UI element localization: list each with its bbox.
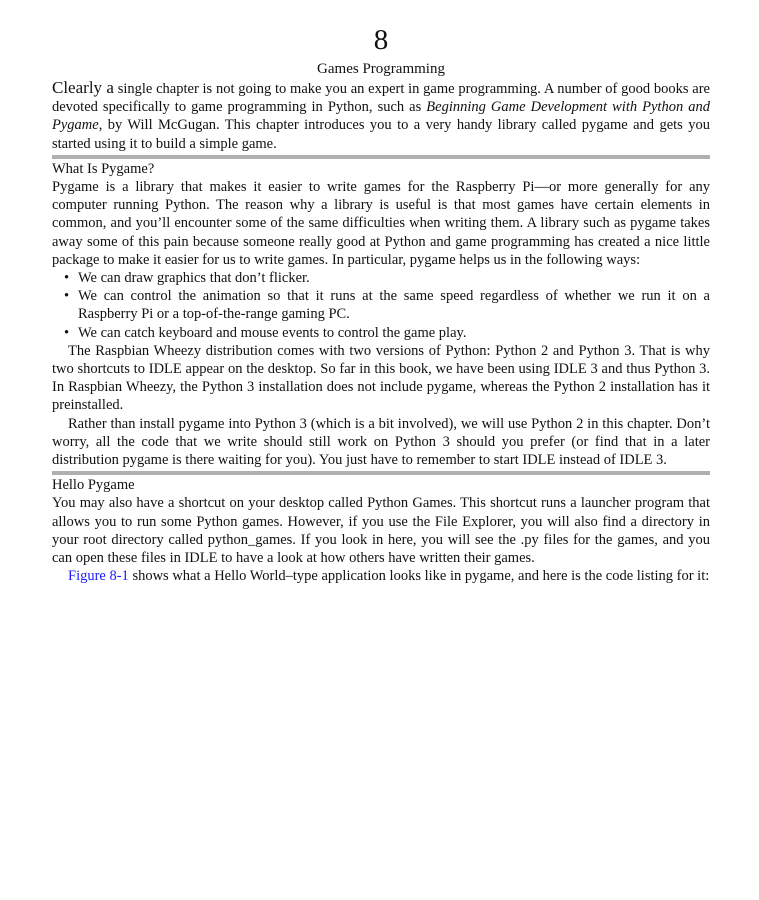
chapter-title: Games Programming: [317, 61, 445, 77]
bullet-icon: •: [64, 324, 70, 341]
bullet-icon: •: [64, 270, 70, 287]
section-heading-what-is-pygame: What Is Pygame?: [52, 160, 155, 177]
chapter-number: 8: [373, 24, 389, 56]
list-item: [52, 287, 710, 323]
section2-paragraph-2-text: shows what a Hello World–type application looks like in pygame, and here is the code listing for it:: [128, 568, 710, 585]
feature-list: [52, 269, 710, 342]
page: [52, 0, 710, 585]
intro-text-before: single chapter is not going to make you an expert in game programming. A number of good books are devoted specifically to game programming in Python, such as: [52, 81, 710, 116]
intro-book-title: Beginning Game Development with Python and Pygame: [52, 99, 710, 134]
list-item-text: We can draw graphics that don’t flicker.: [78, 270, 310, 287]
section1-paragraph-1: Pygame is a library that makes it easier to write games for the Raspberry Pi—or more generally for any computer running Python. The reason why a library is useful is that most games have certain elements in common, and you’ll encounter some of the same difficulties when writing them. A library such as pygame takes away some of this pain because someone really good at Python and game programming has created a nice little package to make it easier for us to write games. In particular, pygame helps us in the following ways:: [52, 179, 710, 268]
intro-dropcap: Clearly a: [52, 78, 114, 97]
section-divider: [52, 155, 710, 159]
list-item: [52, 324, 710, 342]
intro-text-after: , by Will McGugan. This chapter introduces you to a very handy library called pygame and gets you started using it to build a simple game.: [52, 117, 710, 152]
section2-paragraph-1: You may also have a shortcut on your desktop called Python Games. This shortcut runs a launcher program that allows you to run some Python games. However, if you use the File Explorer, you will also find a directory in your root directory called python_games. If you look in here, you will see the .py files for the games, and you can open these files in IDLE to have a look at how others have written their games.: [52, 495, 710, 567]
section2-paragraph-2: [52, 567, 710, 585]
bullet-icon: •: [64, 288, 70, 305]
list-item-text: We can catch keyboard and mouse events to control the game play.: [78, 324, 467, 341]
section-heading-hello-pygame: Hello Pygame: [52, 477, 135, 494]
list-item: [52, 269, 710, 287]
section1-paragraph-2: The Raspbian Wheezy distribution comes with two versions of Python: Python 2 and Python 3. That is why two shortcuts to IDLE appear on the desktop. So far in this book, we have been using IDLE 3 and thus Python 3. In Raspbian Wheezy, the Python 3 installation does not include pygame, whereas the Python 2 installation has it preinstalled.: [52, 342, 710, 414]
figure-8-1-link[interactable]: Figure 8-1: [68, 568, 129, 585]
intro-paragraph: [52, 79, 710, 153]
list-item-text: We can control the animation so that it runs at the same speed regardless of whether we run it on a Raspberry Pi or a top-of-the-range gaming PC.: [78, 288, 710, 323]
section-divider: [52, 471, 710, 475]
section1-paragraph-3: Rather than install pygame into Python 3 (which is a bit involved), we will use Python 2 in this chapter. Don’t worry, all the code that we write should still work on Python 3 should you prefer (or find that in a later distribution pygame is there waiting for you). You just have to remember to start IDLE instead of IDLE 3.: [52, 415, 710, 469]
